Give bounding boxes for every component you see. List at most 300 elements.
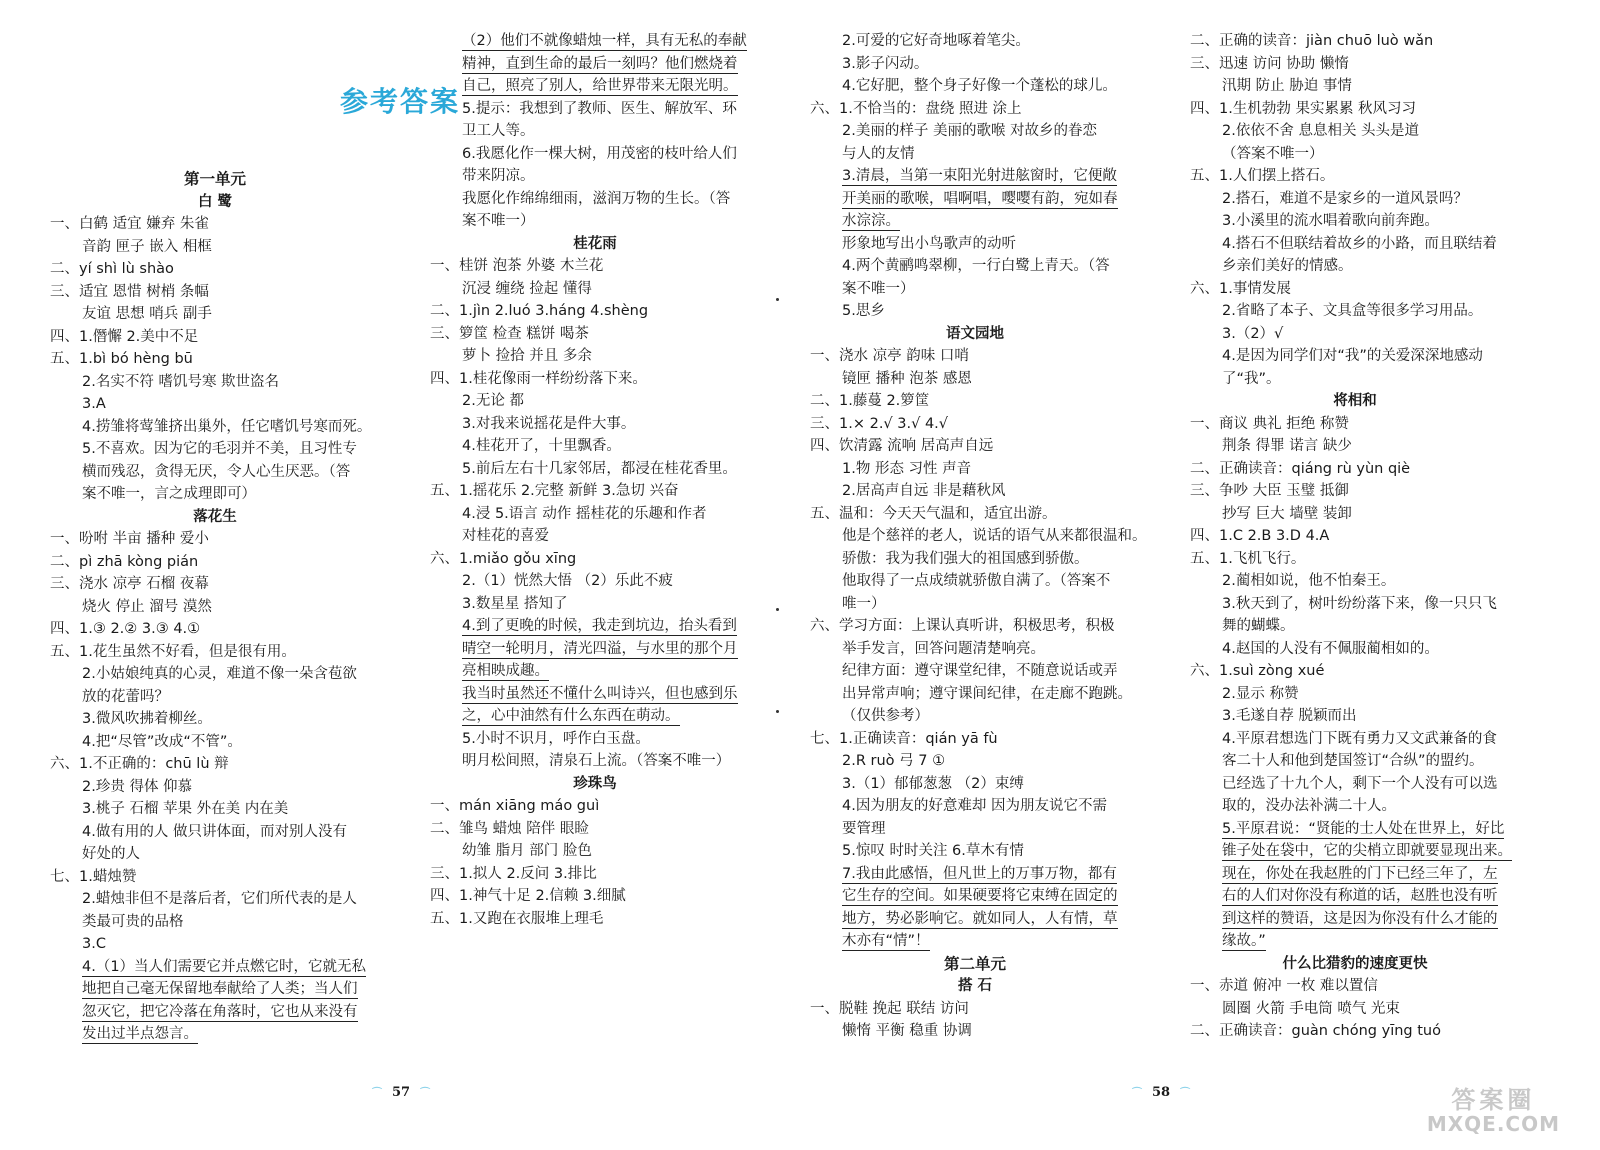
answer-line (50, 866, 380, 888)
answer-line-text: 三、争吵 大臣 玉璧 抵御 (1190, 483, 1349, 499)
answer-line-text: 案不唯一） (842, 280, 915, 297)
answer-line-text: 骄傲：我为我们强大的祖国感到骄傲。 (842, 550, 1089, 567)
answer-line-text: 一、脱鞋 挽起 联结 访问 (810, 1000, 969, 1017)
answer-line (810, 908, 1172, 930)
answer-line (50, 438, 412, 460)
answer-line-text: 一、赤道 俯冲 一枚 难以置信 (1190, 978, 1378, 994)
answer-line (50, 281, 380, 303)
answer-line-text: 二、pì zhā kòng pián (50, 553, 199, 570)
answer-line (430, 210, 792, 232)
answer-line (1190, 503, 1552, 525)
answer-line-text: 四、1.生机勃勃 果实累累 秋风习习 (1190, 100, 1417, 117)
answer-line (50, 461, 412, 483)
answer-line (1190, 480, 1520, 502)
answer-line-text: 三、适宜 恩惜 树梢 条幅 (50, 283, 209, 300)
answer-line-text: 一、白鹤 适宜 嫌弃 朱雀 (50, 216, 209, 232)
answer-line-text: 3.C (82, 936, 106, 952)
section-heading (810, 975, 1140, 997)
answer-line-text: 2.搭石，难道不是家乡的一道风景吗？ (1222, 190, 1468, 207)
answer-line (1190, 255, 1552, 277)
answer-line-text: 5.提示：我想到了教师、医生、解放军、环 (462, 100, 737, 117)
answer-line (430, 795, 760, 817)
answer-line (50, 753, 380, 775)
answer-line (1190, 548, 1520, 570)
answer-line-text: 3.影子闪动。 (842, 55, 929, 72)
answer-line-text: 已经选了十九个人，剩下一个人没有可以选 (1222, 775, 1498, 792)
answer-line-text: 二、正确读音：qiáng rù yùn qiè (1190, 460, 1411, 477)
answer-line (50, 618, 380, 640)
answer-line-text: 4.赵国的人没有不佩服蔺相如的。 (1222, 640, 1439, 657)
section-heading (50, 168, 380, 190)
answer-line-text: 了“我”。 (1222, 370, 1281, 387)
answer-line-text: （答案不唯一） (1222, 145, 1324, 162)
answer-line (50, 1001, 412, 1023)
answer-line (430, 615, 792, 637)
answer-line-text: 4.它好肥，整个身子好像一个蓬松的球儿。 (842, 78, 1117, 94)
answer-line-text: 一、桂饼 泡茶 外婆 木兰花 (430, 258, 604, 274)
answer-line (50, 371, 412, 393)
answer-line-text: 五、1.又跑在衣服堆上理毛 (430, 910, 604, 927)
answer-line-text: 开美丽的歌喉，唱啊唱，嘤嘤有韵，宛如春 (842, 190, 1118, 207)
section-heading (1190, 953, 1520, 975)
answer-line (810, 210, 1172, 232)
answer-line-text: 右的人们对你没有称道的话，赵胜也没有听 (1222, 888, 1498, 904)
answer-line (1190, 98, 1520, 120)
answer-line (1190, 435, 1552, 457)
answer-line (1190, 30, 1520, 52)
answer-line-text: 水淙淙。 (842, 213, 900, 229)
answer-line (1190, 615, 1552, 637)
answer-line (50, 843, 412, 865)
answer-line (810, 435, 1140, 457)
answer-line-text: 2.R ruò 弓 7 ① (842, 753, 946, 769)
answer-line-text: 2.可爱的它好奇地啄着笔尖。 (842, 33, 1030, 49)
answer-line (430, 413, 792, 435)
answer-line (810, 390, 1140, 412)
answer-line (1190, 773, 1552, 795)
answer-line-text: 抄写 巨大 墙壁 装卸 (1222, 505, 1352, 522)
answer-line-text: 六、1.事情发展 (1190, 280, 1291, 297)
separator-dot (776, 710, 779, 713)
answer-line-text: 地把自己毫无保留地奉献给了人类；当人们 (82, 981, 358, 997)
answer-line (1190, 458, 1520, 480)
answer-line (1190, 930, 1552, 952)
answer-line-text: 2.显示 称赞 (1222, 685, 1299, 702)
answer-line-text: 音韵 匣子 嵌入 相框 (82, 238, 212, 255)
answer-line (810, 165, 1172, 187)
answer-line-text: 五、1.摇花乐 2.完整 新鲜 3.急切 兴奋 (430, 483, 679, 499)
answer-line-text: 5.前后左右十几家邻居，都浸在桂花香里。 (462, 460, 737, 477)
answer-line (1190, 638, 1552, 660)
answer-line (810, 458, 1172, 480)
answer-line (430, 390, 792, 412)
answer-line (1190, 818, 1552, 840)
answer-line (50, 573, 380, 595)
separator-dot (776, 608, 779, 611)
answer-line-text: 我当时虽然还不懂什么叫诗兴，但也感到乐 (462, 685, 738, 702)
section-heading (50, 191, 380, 213)
answer-line-text: 3.桃子 石榴 苹果 外在美 内在美 (82, 801, 289, 817)
answer-line (810, 143, 1172, 165)
answer-line-text: 三、箩筐 检查 糕饼 喝茶 (430, 325, 589, 342)
answer-line (50, 933, 412, 955)
answer-line-text: 晴空一轮明月，清光四溢，与水里的那个月 (462, 640, 738, 657)
answer-line-text: 三、1.× 2.√ 3.√ 4.√ (810, 415, 949, 432)
answer-line-text: 友谊 思想 哨兵 副手 (82, 306, 212, 322)
answer-line (810, 233, 1172, 255)
answer-line (810, 615, 1140, 637)
answer-line (1190, 795, 1552, 817)
answer-line-text: 到这样的赞语，这是因为你没有什么才能的 (1222, 910, 1498, 927)
watermark-top: 答案圈 (1451, 1086, 1536, 1114)
answer-line (50, 956, 412, 978)
answer-line (430, 885, 760, 907)
answer-line (1190, 165, 1520, 187)
section-heading-text: 搭 石 (957, 978, 993, 994)
answer-line-text: 3.微风吹拂着柳丝。 (82, 711, 212, 727)
answer-line (430, 435, 792, 457)
section-heading-text: 第一单元 (183, 170, 246, 188)
answer-line (810, 278, 1172, 300)
answer-line (810, 773, 1172, 795)
answer-line (1190, 840, 1552, 862)
answer-line-text: 二、正确读音：guàn chóng yīng tuó (1190, 1023, 1441, 1039)
answer-line (50, 708, 412, 730)
answer-line-text: 6.我愿化作一棵大树，用茂密的枝叶给人们 (462, 145, 737, 162)
watermark-bottom: MXQE.COM (1426, 1112, 1560, 1136)
answer-line-text: 放的花蕾吗？ (82, 688, 169, 705)
answer-line-text: 木亦有“情”！ (842, 933, 930, 949)
answer-line (1190, 570, 1552, 592)
section-heading-text: 语文园地 (946, 325, 1004, 342)
answer-line (810, 548, 1172, 570)
answer-line-text: 4.到了更晚的时候，我走到坑边，抬头看到 (462, 618, 737, 634)
answer-line (810, 593, 1172, 615)
answer-line-text: 幼雏 脂月 部门 脸色 (462, 843, 592, 859)
answer-line (50, 348, 380, 370)
answer-line-text: 4.平原君想选门下既有勇力又文武兼备的食 (1222, 730, 1497, 747)
page-number-right: ⌒ 58 ⌒ (1132, 1085, 1191, 1100)
answer-line-text: 2.（1）恍然大悟 （2）乐此不疲 (462, 573, 673, 589)
answer-line (430, 480, 760, 502)
answer-line-text: 一、吩咐 半亩 播种 爱小 (50, 531, 209, 547)
page-number-left: ⌒ 57 ⌒ (372, 1085, 431, 1100)
answer-line (810, 98, 1140, 120)
answer-line (50, 911, 412, 933)
answer-line-text: 懒惰 平衡 稳重 协调 (842, 1023, 972, 1039)
answer-line (1190, 53, 1520, 75)
answer-line-text: 2.无论 都 (462, 393, 524, 409)
answer-line-text: 五、温和：今天天气温和，适宜出游。 (810, 505, 1057, 522)
answer-line-text: 锥子处在袋中，它的尖梢立即就要显现出来。 (1222, 843, 1512, 859)
answer-line (430, 908, 760, 930)
answer-line (1190, 413, 1520, 435)
answer-line (1190, 323, 1552, 345)
answer-line (50, 731, 412, 753)
answer-line (430, 30, 792, 52)
answer-line-text: 之，心中油然有什么东西在萌动。 (462, 708, 680, 724)
page-number-right-text: 58 (1152, 1085, 1171, 1100)
answer-line-text: 六、1.suì zòng xué (1190, 663, 1325, 679)
answer-line (1190, 120, 1552, 142)
answer-line-text: 二、正确的读音：jiàn chuō luò wǎn (1190, 33, 1434, 49)
answer-line (1190, 728, 1552, 750)
answer-line-text: 四、1.桂花像雨一样纷纷落下来。 (430, 370, 647, 387)
answer-line-text: 发出过半点怨言。 (82, 1026, 198, 1042)
answer-line-text: 2.珍贵 得体 仰慕 (82, 778, 193, 795)
answer-line-text: 五、1.飞机飞行。 (1190, 550, 1306, 567)
answer-line (810, 1020, 1172, 1042)
answer-line (1190, 593, 1552, 615)
answer-line (810, 525, 1172, 547)
answer-line-text: 5.惊叹 时时关注 6.草木有情 (842, 843, 1024, 859)
answer-line (810, 840, 1172, 862)
answer-line (430, 368, 760, 390)
answer-line-text: 二、yí shì lù shào (50, 261, 174, 277)
answer-line (810, 255, 1172, 277)
answer-line-text: 萝卜 捡拾 并且 多余 (462, 348, 592, 364)
answer-line-text: 横而残忍，贪得无厌，令人心生厌恶。（答 (82, 463, 351, 480)
answer-line (810, 570, 1172, 592)
answer-line-text: 3.对我来说摇花是件大事。 (462, 415, 636, 432)
answer-line-text: 唯一） (842, 595, 886, 612)
answer-line-text: 出异常声响；遵守课间纪律，在走廊不跑跳。 (842, 685, 1132, 702)
answer-line-text: 4.捞雏将莺雏挤出巢外，任它嗜饥号寒而死。 (82, 418, 372, 435)
answer-line (1190, 300, 1552, 322)
answer-line (810, 795, 1172, 817)
answer-line (810, 863, 1172, 885)
answer-line-text: 4.做有用的人 做只讲体面，而对别人没有 (82, 823, 347, 840)
answer-line (430, 188, 792, 210)
answer-line (430, 255, 760, 277)
answer-line-text: 我愿化作绵绵细雨，滋润万物的生长。（答 (462, 190, 731, 207)
answer-line (430, 728, 792, 750)
answer-line (50, 416, 412, 438)
answer-line (430, 143, 792, 165)
answer-line (430, 503, 792, 525)
answer-line (50, 1023, 412, 1045)
answer-line (430, 638, 792, 660)
answer-line-text: 一、商议 典礼 拒绝 称赞 (1190, 415, 1349, 432)
answer-line (50, 888, 412, 910)
answer-line-text: 3.（2）√ (1222, 325, 1284, 342)
answer-line-text: 沉浸 缠绕 捡起 懂得 (462, 280, 592, 297)
section-heading-text: 第二单元 (943, 954, 1006, 973)
answer-line (430, 165, 792, 187)
answer-line (1190, 660, 1520, 682)
answer-line (430, 278, 792, 300)
section-heading (50, 506, 380, 528)
answer-line-text: 地方，势必影响它。就如同人，人有情，草 (842, 910, 1118, 927)
answer-line-text: 卫工人等。 (462, 123, 535, 139)
answer-line-text: 5.思乡 (842, 303, 885, 319)
answer-line (1190, 975, 1520, 997)
answer-line-text: 他是个慈祥的老人，说话的语气从来都很温和。 (842, 528, 1147, 544)
answer-line-text: 六、学习方面：上课认真听讲，积极思考，积极 (810, 618, 1115, 634)
answer-line-text: 1.物 形态 习性 声音 (842, 460, 972, 477)
answer-line (1190, 885, 1552, 907)
section-heading (810, 323, 1140, 345)
answer-line (50, 213, 380, 235)
answer-line-text: 案不唯一） (462, 213, 535, 229)
answer-line-text: 案不唯一，言之成理即可） (82, 486, 256, 502)
answer-line (50, 326, 380, 348)
answer-line (810, 188, 1172, 210)
answer-line (430, 525, 792, 547)
answer-line-text: 4.桂花开了，十里飘香。 (462, 438, 621, 454)
answer-line-text: 它生存的空间。如果硬要将它束缚在固定的 (842, 888, 1118, 904)
answer-line (1190, 1020, 1520, 1042)
answer-line-text: 乡亲们美好的情感。 (1222, 258, 1353, 274)
watermark-logo (1427, 1088, 1560, 1136)
answer-line-text: 3.清晨，当第一束阳光射进舷窗时，它便敞 (842, 168, 1117, 184)
answer-line-text: 4.浸 5.语言 动作 摇桂花的乐趣和作者 (462, 505, 707, 522)
answer-line (1190, 750, 1552, 772)
answer-line (810, 683, 1172, 705)
answer-line (810, 480, 1172, 502)
answer-line-text: 3.秋天到了，树叶纷纷落下来，像一只只飞 (1222, 595, 1497, 612)
answer-line (430, 750, 792, 772)
answer-line-text: 形象地写出小鸟歌声的动听 (842, 235, 1016, 252)
answer-line-text: 七、1.蜡烛赞 (50, 868, 137, 885)
answer-line-text: 五、1.花生虽然不好看，但是很有用。 (50, 643, 296, 660)
answer-line-text: （仅供参考） (842, 708, 929, 724)
answer-line-text: 三、1.拟人 2.反问 3.排比 (430, 865, 597, 882)
answer-line-text: 5.平原君说：“贤能的士人处在世界上，好比 (1222, 820, 1505, 837)
answer-line-text: 他取得了一点成绩就骄傲自满了。（答案不 (842, 573, 1111, 589)
answer-line (1190, 188, 1552, 210)
answer-line (430, 75, 792, 97)
answer-line (810, 413, 1140, 435)
answer-line (1190, 233, 1552, 255)
answer-line (50, 551, 380, 573)
answer-line-text: 2.居高声自远 非是藉秋风 (842, 483, 1006, 499)
answer-line-text: 3.小溪里的流水唱着歌向前奔跑。 (1222, 213, 1439, 229)
answer-line-text: 4.（1）当人们需要它并点燃它时，它就无私 (82, 958, 367, 975)
section-heading (1190, 390, 1520, 412)
answer-line-text: 要管理 (842, 820, 886, 837)
answer-line-text: 一、mán xiāng máo guì (430, 798, 600, 814)
answer-line-text: 六、1.不正确的：chū lù 辩 (50, 756, 229, 772)
page-number-left-text: 57 (392, 1085, 411, 1100)
answer-line-text: 圆圈 火箭 手电筒 喷气 光束 (1222, 1000, 1400, 1017)
answer-line (430, 660, 792, 682)
answer-line (810, 705, 1172, 727)
answer-line (430, 840, 792, 862)
section-heading-text: 落花生 (193, 508, 237, 525)
answer-line (50, 821, 412, 843)
answer-line-text: 四、1.③ 2.② 3.③ 4.① (50, 621, 201, 637)
answer-line-text: 3.数星星 搭知了 (462, 595, 568, 612)
answer-line (1190, 368, 1552, 390)
answer-line (810, 998, 1140, 1020)
answer-line-text: 二、1.藤蔓 2.箩筐 (810, 393, 930, 409)
answer-line (50, 686, 412, 708)
answer-line-text: 六、1.不恰当的：盘绕 照进 涂上 (810, 100, 1022, 117)
answer-line (1190, 525, 1520, 547)
answer-line (810, 885, 1172, 907)
answer-line-text: 2.美丽的样子 美丽的歌喉 对故乡的眷恋 (842, 123, 1098, 139)
section-heading-text: 桂花雨 (573, 235, 617, 252)
answer-line-text: 2.蜡烛非但不是落后者，它们所代表的是人 (82, 891, 357, 907)
answer-line (430, 98, 792, 120)
answer-line (50, 776, 412, 798)
answer-line-text: 二、雏鸟 蜡烛 陪伴 眼睑 (430, 820, 589, 837)
answer-line-text: 举手发言，回答问题清楚响亮。 (842, 640, 1045, 657)
answer-line-text: 四、1.僭懈 2.美中不足 (50, 328, 199, 345)
answer-line (810, 75, 1172, 97)
answer-line-text: 对桂花的喜爱 (462, 528, 549, 544)
answer-line (430, 593, 792, 615)
answer-line (50, 236, 412, 258)
answer-line (810, 930, 1172, 952)
answer-line-text: 二、1.jìn 2.luó 3.háng 4.shèng (430, 303, 649, 319)
answer-line-text: 荆条 得罪 诺言 缺少 (1222, 438, 1352, 454)
answer-line-text: 4.是因为同学们对“我”的关爱深深地感动 (1222, 348, 1483, 364)
answer-line-text: 4.把“尽管”改成“不管”。 (82, 733, 242, 750)
section-heading (430, 233, 760, 255)
section-heading-text: 将相和 (1333, 393, 1377, 409)
answer-line-text: 四、1.神气十足 2.信赖 3.细腻 (430, 888, 626, 904)
answer-line (810, 120, 1172, 142)
answer-line-text: 客二十人和他到楚国签订“合纵”的盟约。 (1222, 753, 1484, 769)
answer-line-text: 取的，没办法补满二十人。 (1222, 798, 1396, 814)
answer-line (50, 393, 412, 415)
answer-line-text: 忽灭它，把它冷落在角落时，它也从来没有 (82, 1003, 358, 1020)
answer-line (430, 705, 792, 727)
answer-line (1190, 908, 1552, 930)
section-heading-text: 白 鹭 (197, 193, 233, 210)
answer-line-text: 精神，直到生命的最后一刻吗？他们燃烧着 (462, 55, 738, 72)
answer-line-text: 亮相映成趣。 (462, 663, 549, 679)
answer-line-text: 好处的人 (82, 846, 140, 862)
answer-line-text: 与人的友情 (842, 145, 915, 162)
answer-line (50, 798, 412, 820)
answer-line-text: 五、1.人们摆上搭石。 (1190, 168, 1335, 184)
answer-line (1190, 683, 1552, 705)
answer-line-text: 3.毛遂自荐 脱颖而出 (1222, 708, 1357, 724)
answer-line-text: 七、1.正确读音：qián yā fù (810, 730, 998, 747)
answer-line-text: 四、饮清露 流响 居高声自远 (810, 438, 994, 454)
answer-line (1190, 75, 1552, 97)
answer-line (50, 258, 380, 280)
answer-line (1190, 345, 1552, 367)
answer-line (810, 503, 1140, 525)
separator-dot (776, 298, 779, 301)
answer-line (50, 528, 380, 550)
answer-line-text: 4.因为朋友的好意难却 因为朋友说它不需 (842, 798, 1107, 814)
answer-line-text: 烧火 停止 溜号 漠然 (82, 598, 212, 615)
answer-line (430, 863, 760, 885)
answer-line-text: （2）他们不就像蜡烛一样，具有无私的奉献 (462, 33, 747, 49)
answer-line-text: 3.（1）郁郁葱葱 （2）束缚 (842, 775, 1024, 792)
answer-line-text: 2.省略了本子、文具盒等很多学习用品。 (1222, 303, 1483, 319)
section-heading-text: 珍珠鸟 (573, 775, 617, 792)
answer-line (1190, 210, 1552, 232)
answer-line-text: 汛期 防止 胁迫 事情 (1222, 78, 1352, 94)
section-heading (430, 773, 760, 795)
answer-line (810, 818, 1172, 840)
answer-line (50, 978, 412, 1000)
answer-line (1190, 705, 1552, 727)
answer-line-text: 3.A (82, 396, 106, 412)
answer-line-text: 2.小姑娘纯真的心灵，难道不像一朵含苞欲 (82, 666, 357, 682)
answer-line (810, 345, 1140, 367)
answer-line (50, 641, 380, 663)
answer-line (50, 596, 412, 618)
answer-line-text: 类最可贵的品格 (82, 913, 184, 930)
answer-line (1190, 278, 1520, 300)
